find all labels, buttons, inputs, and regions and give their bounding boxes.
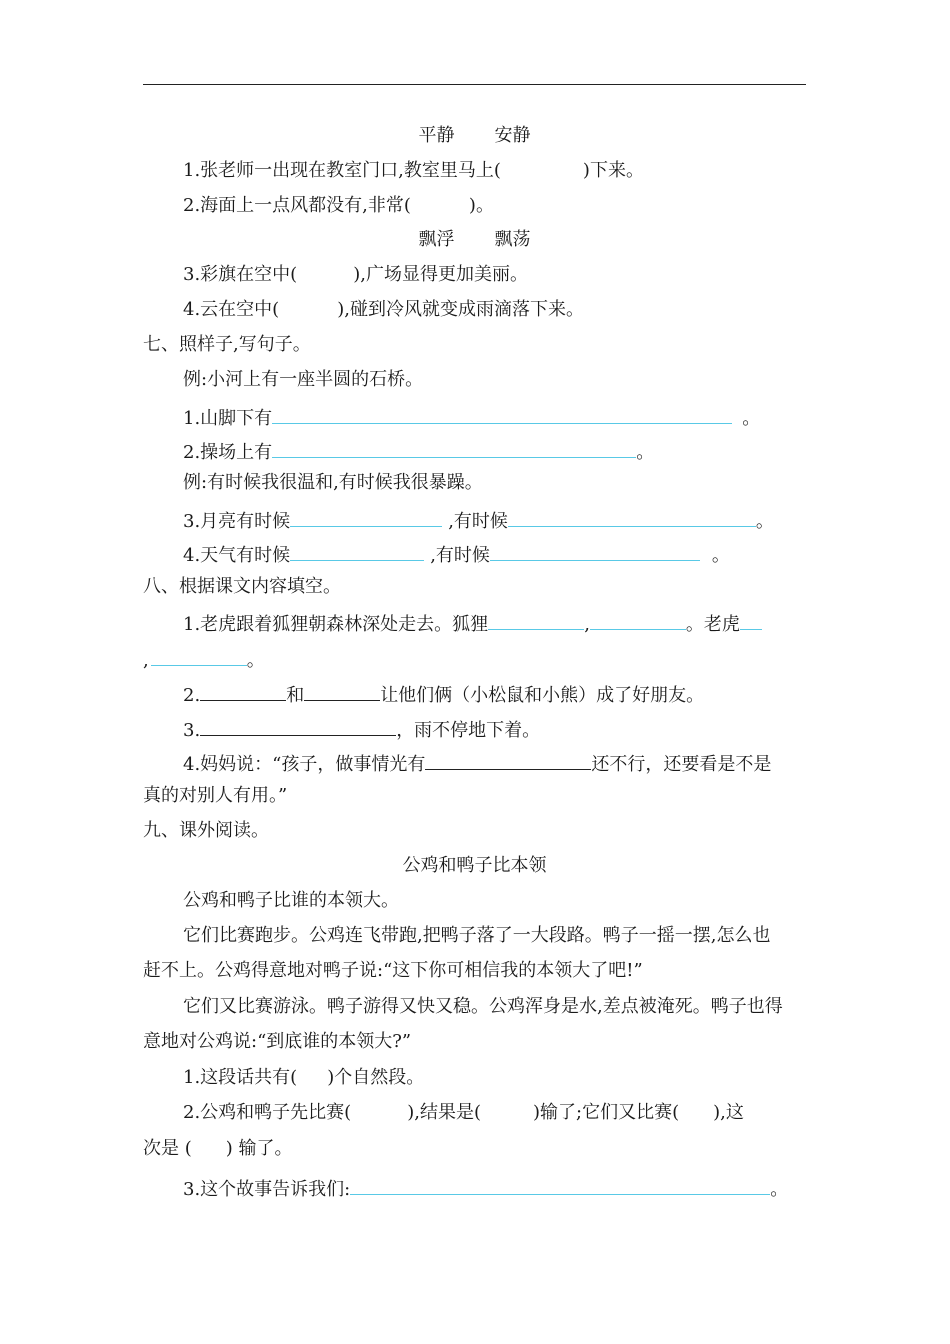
question-line: 4.妈妈说：“孩子，做事情光有 还不行，还要看是不是	[183, 749, 771, 777]
question-line: 2.公鸡和鸭子先比赛( ),结果是( )输了;它们又比赛( ),这	[183, 1102, 744, 1123]
word-pair-calm	[143, 124, 806, 148]
question-line: 1.老虎跟着狐狸朝森林深处走去。狐狸 , 。老虎	[183, 609, 762, 637]
example-sentence: 例:小河上有一座半圆的石桥。	[183, 369, 424, 390]
answer-line[interactable]	[488, 609, 584, 630]
answer-line[interactable]	[272, 403, 732, 424]
passage-paragraph-cont: 意地对公鸡说:“到底谁的本领大?”	[143, 1031, 412, 1052]
answer-line[interactable]	[350, 1174, 770, 1195]
question-line: 3.月亮有时候 ,有时候 。	[183, 506, 774, 534]
word-pair-float	[143, 228, 806, 252]
word-option: 安静	[494, 125, 531, 146]
section-heading: 九、课外阅读。	[143, 820, 269, 841]
passage-title: 公鸡和鸭子比本领	[402, 855, 547, 876]
question-line: 1.山脚下有 。	[183, 403, 760, 431]
word-option: 飘荡	[494, 229, 531, 250]
word-option: 平静	[418, 125, 455, 146]
answer-line[interactable]	[304, 680, 380, 701]
question-line: 2. 和 让他们俩（小松鼠和小熊）成了好朋友。	[183, 680, 704, 708]
question-line: 4.天气有时候 ,有时候 。	[183, 540, 730, 568]
answer-line[interactable]	[425, 749, 591, 770]
question-line: 1.这段话共有( )个自然段。	[183, 1067, 425, 1088]
question-line: 1.张老师一出现在教室门口,教室里马上( )下来。	[183, 160, 644, 181]
answer-line[interactable]	[272, 437, 636, 458]
example-sentence: 例:有时候我很温和,有时候我很暴躁。	[183, 472, 483, 493]
question-line: 2.海面上一点风都没有,非常( )。	[183, 195, 494, 216]
passage-paragraph: 它们比赛跑步。公鸡连飞带跑,把鸭子落了一大段路。鸭子一摇一摆,怎么也	[183, 925, 771, 946]
answer-line[interactable]	[200, 680, 286, 701]
passage-paragraph: 它们又比赛游泳。鸭子游得又快又稳。公鸡浑身是水,差点被淹死。鸭子也得	[183, 996, 783, 1017]
answer-line[interactable]	[740, 609, 762, 630]
question-line-cont: , 。	[143, 645, 265, 673]
section-heading: 八、根据课文内容填空。	[143, 576, 341, 597]
answer-line[interactable]	[490, 540, 700, 561]
question-line: 4.云在空中( ),碰到冷风就变成雨滴落下来。	[183, 299, 584, 320]
question-line-cont: 真的对别人有用。”	[143, 785, 288, 806]
answer-line[interactable]	[200, 715, 396, 736]
answer-line[interactable]	[290, 506, 442, 527]
question-line-cont: 次是 ( ) 输了。	[143, 1138, 293, 1159]
question-line: 3. ，雨不停地下着。	[183, 715, 540, 743]
word-option: 飘浮	[418, 229, 455, 250]
answer-line[interactable]	[508, 506, 756, 527]
question-line: 3.这个故事告诉我们: 。	[183, 1174, 788, 1202]
question-line: 2.操场上有 。	[183, 437, 654, 465]
question-line: 3.彩旗在空中( ),广场显得更加美丽。	[183, 264, 528, 285]
answer-line[interactable]	[590, 609, 686, 630]
header-rule	[143, 84, 806, 85]
answer-line[interactable]	[151, 645, 247, 666]
passage-paragraph: 公鸡和鸭子比谁的本领大。	[183, 890, 399, 911]
answer-line[interactable]	[290, 540, 424, 561]
section-heading: 七、照样子,写句子。	[143, 334, 311, 355]
passage-paragraph-cont: 赶不上。公鸡得意地对鸭子说:“这下你可相信我的本领大了吧!”	[143, 960, 643, 981]
